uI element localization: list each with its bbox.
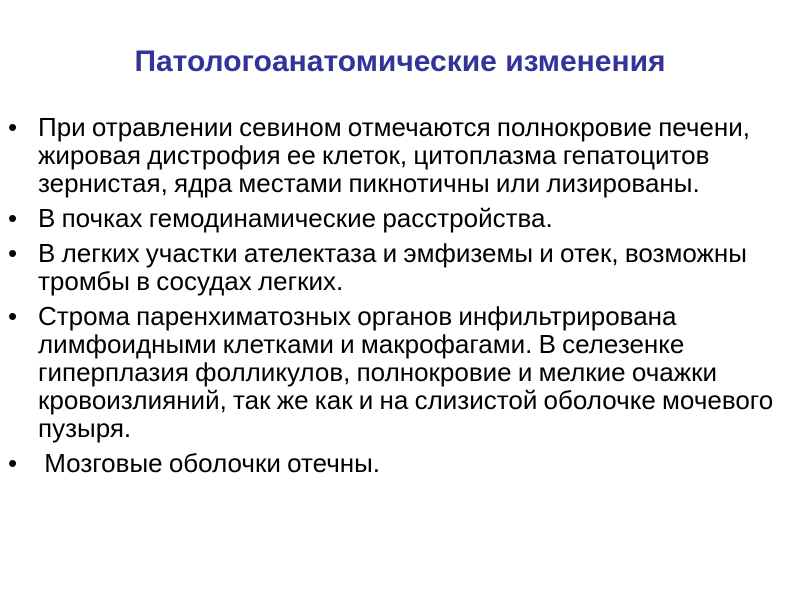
bullet-text: Мозговые оболочки отечны. <box>38 448 381 478</box>
bullet-text: Строма паренхиматозных органов инфильтрирована лимфоидными клетками и макрофагами. В селезенке гиперплазия фолликулов, полнокровие и мелкие очажки кровоизлияний, так же как и на слизистой оболочке мочевого пузыря. <box>38 301 780 443</box>
bullet-text: При отравлении севином отмечаются полнокровие печени, жировая дистрофия ее клеток, цитоплазма гепатоцитов зернистая, ядра местами пикнотичны или лизированы. <box>38 112 757 198</box>
bullet-icon: • <box>8 301 18 331</box>
bullet-text: В легких участки ателектаза и эмфиземы и отек, возможны тромбы в сосудах легких. <box>38 238 754 296</box>
bullet-text: В почках гемодинамические расстройства. <box>38 203 553 233</box>
bullet-icon: • <box>8 112 18 142</box>
bullet-icon: • <box>8 448 18 478</box>
bullet-item-liver <box>0 113 800 197</box>
bullet-icon: • <box>8 238 18 268</box>
bullet-icon: • <box>8 203 18 233</box>
bullet-list <box>0 113 800 484</box>
bullet-item-stroma <box>0 302 800 442</box>
bullet-item-lungs <box>0 239 800 295</box>
slide-title: Патологоанатомические изменения <box>134 45 666 78</box>
bullet-item-meninges <box>0 449 800 477</box>
bullet-item-kidneys <box>0 204 800 232</box>
